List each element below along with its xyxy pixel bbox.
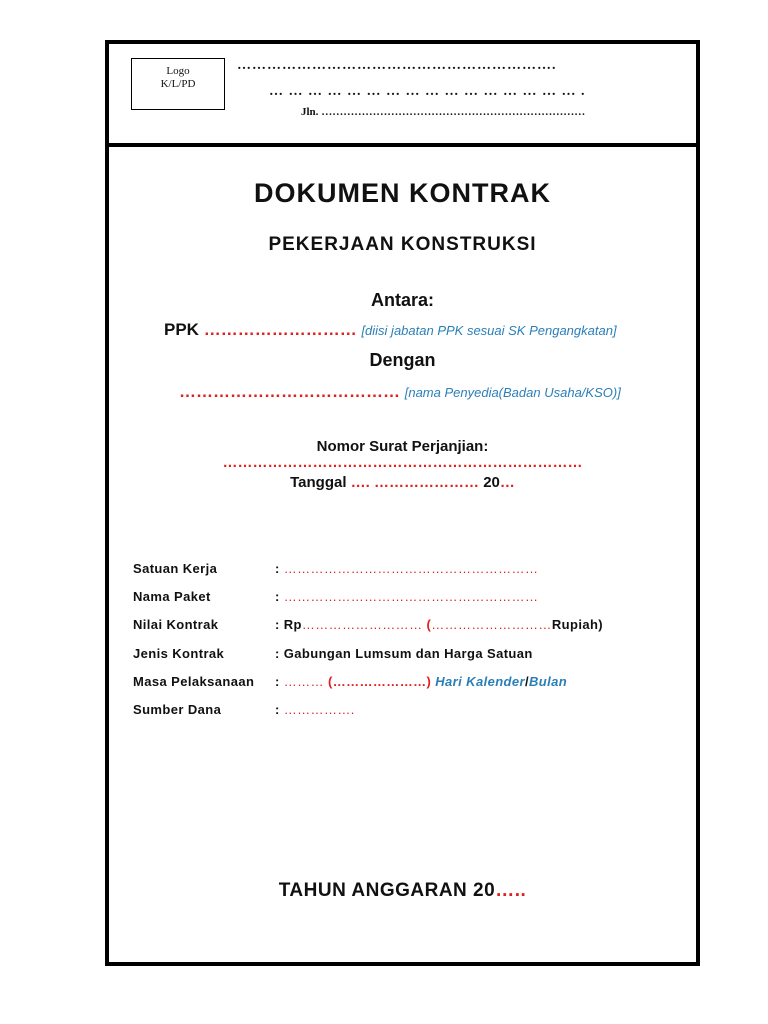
provider-hint: [nama Penyedia(Badan Usaha/KSO)] xyxy=(404,385,621,400)
masa-paren-placeholder: (…………………) xyxy=(327,673,432,689)
agreement-number-placeholder: ……………………………………………………………… xyxy=(222,454,583,471)
detail-label: Satuan Kerja xyxy=(133,561,218,576)
date-day-placeholder: …. xyxy=(350,474,370,491)
ppk-hint: [diisi jabatan PPK sesuai SK Pengangkatan] xyxy=(361,323,617,338)
satuan-kerja-placeholder: ………………………………………………… xyxy=(283,561,539,576)
logo-agency-label: K/L/PD xyxy=(160,78,196,90)
ppk-line xyxy=(164,320,617,340)
document-subtitle: PEKERJAAN KONSTRUKSI xyxy=(268,234,537,255)
document-title: DOKUMEN KONTRAK xyxy=(254,178,551,208)
date-year-prefix: 20 xyxy=(483,474,500,491)
ppk-placeholder: ……………………… xyxy=(203,320,357,339)
document-frame xyxy=(105,40,700,966)
jenis-kontrak-value: : Gabungan Lumsum dan Harga Satuan xyxy=(275,645,533,661)
logo-label: Logo xyxy=(166,65,190,77)
provider-line xyxy=(179,382,621,402)
with-label: Dengan xyxy=(369,350,436,370)
detail-label: Nilai Kontrak xyxy=(133,617,219,633)
detail-value xyxy=(275,674,567,689)
masa-unit-bulan: Bulan xyxy=(529,673,568,689)
sumber-dana-placeholder: ……………. xyxy=(283,701,355,717)
detail-label: Sumber Dana xyxy=(133,701,222,717)
letterhead xyxy=(109,44,696,147)
detail-colon: : xyxy=(275,673,280,689)
nama-paket-placeholder: ………………………………………………… xyxy=(283,589,539,605)
detail-value xyxy=(275,702,355,717)
detail-colon: : xyxy=(275,701,280,717)
fiscal-year-placeholder: ….. xyxy=(495,880,527,901)
detail-value xyxy=(275,617,603,632)
detail-label: Jenis Kontrak xyxy=(133,645,225,661)
fiscal-year xyxy=(109,880,696,902)
detail-label: Masa Pelaksanaan xyxy=(133,673,255,689)
institution-name-line1: ………………………………………………………. xyxy=(237,58,557,73)
fiscal-year-label: TAHUN ANGGARAN 20 xyxy=(278,880,496,901)
institution-address xyxy=(301,106,585,118)
detail-label: Nama Paket xyxy=(133,589,211,605)
agreement-date xyxy=(109,474,696,491)
detail-value xyxy=(275,589,538,604)
masa-unit-hari: Hari Kalender xyxy=(435,673,525,689)
detail-colon: : xyxy=(275,589,280,605)
masa-value-placeholder: ……… xyxy=(283,673,324,689)
institution-name-line2: … … … … … … … … … … … … … … … … . xyxy=(269,84,586,99)
detail-value xyxy=(275,561,538,576)
nilai-words-placeholder: ……………………… xyxy=(431,617,552,633)
detail-colon: : xyxy=(275,561,280,576)
logo-placeholder xyxy=(131,58,225,110)
nilai-suffix: Rupiah) xyxy=(551,617,604,633)
between-label: Antara: xyxy=(370,290,434,310)
nilai-prefix: : Rp xyxy=(275,617,302,633)
date-label: Tanggal xyxy=(290,474,347,491)
ppk-label: PPK xyxy=(164,320,199,339)
date-month-placeholder: ………………… xyxy=(374,474,480,491)
nilai-open-paren: ( xyxy=(426,617,432,633)
address-dots: ……………………………………………………………… xyxy=(321,106,586,118)
nilai-amount-placeholder: ……………………… xyxy=(301,617,423,633)
provider-placeholder: ………………………………… xyxy=(179,382,400,401)
masa-unit-slash: / xyxy=(524,673,529,689)
agreement-number-label: Nomor Surat Perjanjian: xyxy=(316,438,489,455)
date-year-placeholder: … xyxy=(499,474,515,491)
address-label: Jln. xyxy=(301,106,319,118)
